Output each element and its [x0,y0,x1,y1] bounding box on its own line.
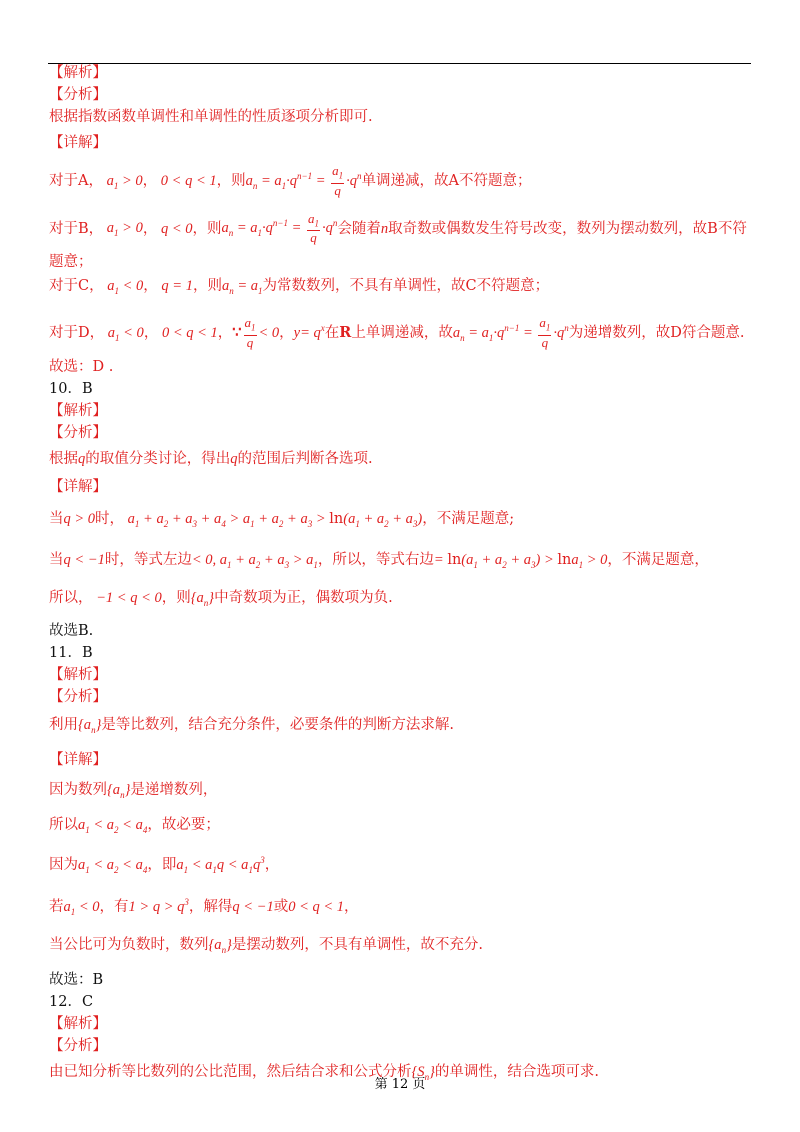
text-line: 11．B [49,645,93,662]
text-line: 【详解】 [49,478,107,495]
text-line: 根据指数函数单调性和单调性的性质逐项分析即可. [49,109,373,125]
text-line: 所以， −1 < q < 0，则$\{a_n\}$中奇数项为正，偶数项为负. [49,590,393,609]
document-body [49,62,759,1088]
page-number: 第 12 页 [374,1077,426,1092]
text-line: 当q < −1时，等式左边< 0, $a_1 + a_2 + a_3 > a_1$，所以，等式右边= $\ln(a_1 + a_2 + a_3) > \ln a_1 > 0$，不满足题意， [49,551,709,570]
text-line: 10．B [49,380,93,397]
text-line: 题意； [49,254,93,271]
text-line: 对于C， $a_1 < 0$， q = 1，则$a_n = a_1$为常数数列，不具有单调性，故C不符题意； [49,278,550,297]
text-line: 由已知分析等比数列的公比范围，然后结合求和公式分析$\{S_n\}$的单调性，结合选项可求. [49,1064,599,1083]
text-line: 【分析】 [49,1038,107,1055]
text-line: 【解析】 [49,402,107,419]
text-line: 【分析】 [49,87,107,103]
text-line: 当公比可为负数时，数列$\{a_n\}$是摆动数列，不具有单调性，故不充分. [49,937,483,956]
text-line: 故选B. [49,623,94,640]
text-line: 故选：B [49,972,104,989]
text-line: 【分析】 [49,689,107,706]
text-line: 【分析】 [49,424,107,441]
text-line: 【解析】 [49,667,107,684]
text-line: 因为$a_1 < a_2 < a_4$，即$a_1 < a_1q < a_1q^3$， [49,855,280,875]
text-line: 12．C [49,994,94,1011]
text-line: 根据q的取值分类讨论，得出q的范围后判断各选项. [49,450,373,467]
text-line: 【详解】 [49,752,107,769]
text-line: 若$a_1 < 0$，有$1 > q > q^3$，解得q < −1或0 < q < 1， [49,896,359,917]
text-line: 对于B， $a_1 > 0$， q < 0，则$a_n = a_1\cdot q^{n-1}$ = $\frac{a_1}{q}$ $\cdot q^n$会随着n取奇数或偶数发生符号改变，数列为摆动数列，故B不符 [49,210,747,246]
text-line: 利用$\{a_n\}$是等比数列，结合充分条件，必要条件的判断方法求解. [49,717,454,736]
text-line: 对于D， $a_1 < 0$， 0 < q < 1，∵ $\frac{a_1}{q}$ < 0，$y= q^x$在R上单调递减，故$a_n = a_1\cdot q^{n-1}$ = $\frac{a_1}{q}$ $\cdot q^n$为递增数列，故D符合题意. [49,315,745,350]
text-line: 因为数列$\{a_n\}$是递增数列， [49,782,218,801]
text-line: 【解析】 [49,1016,107,1033]
text-line: 所以$a_1 < a_2 < a_4$，故必要； [49,817,220,836]
text-line: 【解析】 [49,65,107,81]
text-line: 故选：D . [49,358,114,375]
text-line: 【详解】 [49,135,107,151]
text-line: 对于A， $a_1 > 0$， 0 < q < 1，则$a_n = a_1\cdot q^{n-1}$ = $\frac{a_1}{q}$ $\cdot q^n$单调递减，故A不符题意； [49,163,532,198]
text-line: 当q > 0时， $a_1 + a_2 + a_3 + a_4 > a_1 + a_2 + a_3 > \ln(a_1 + a_2 + a_3)$，不满足题意; [49,510,515,529]
